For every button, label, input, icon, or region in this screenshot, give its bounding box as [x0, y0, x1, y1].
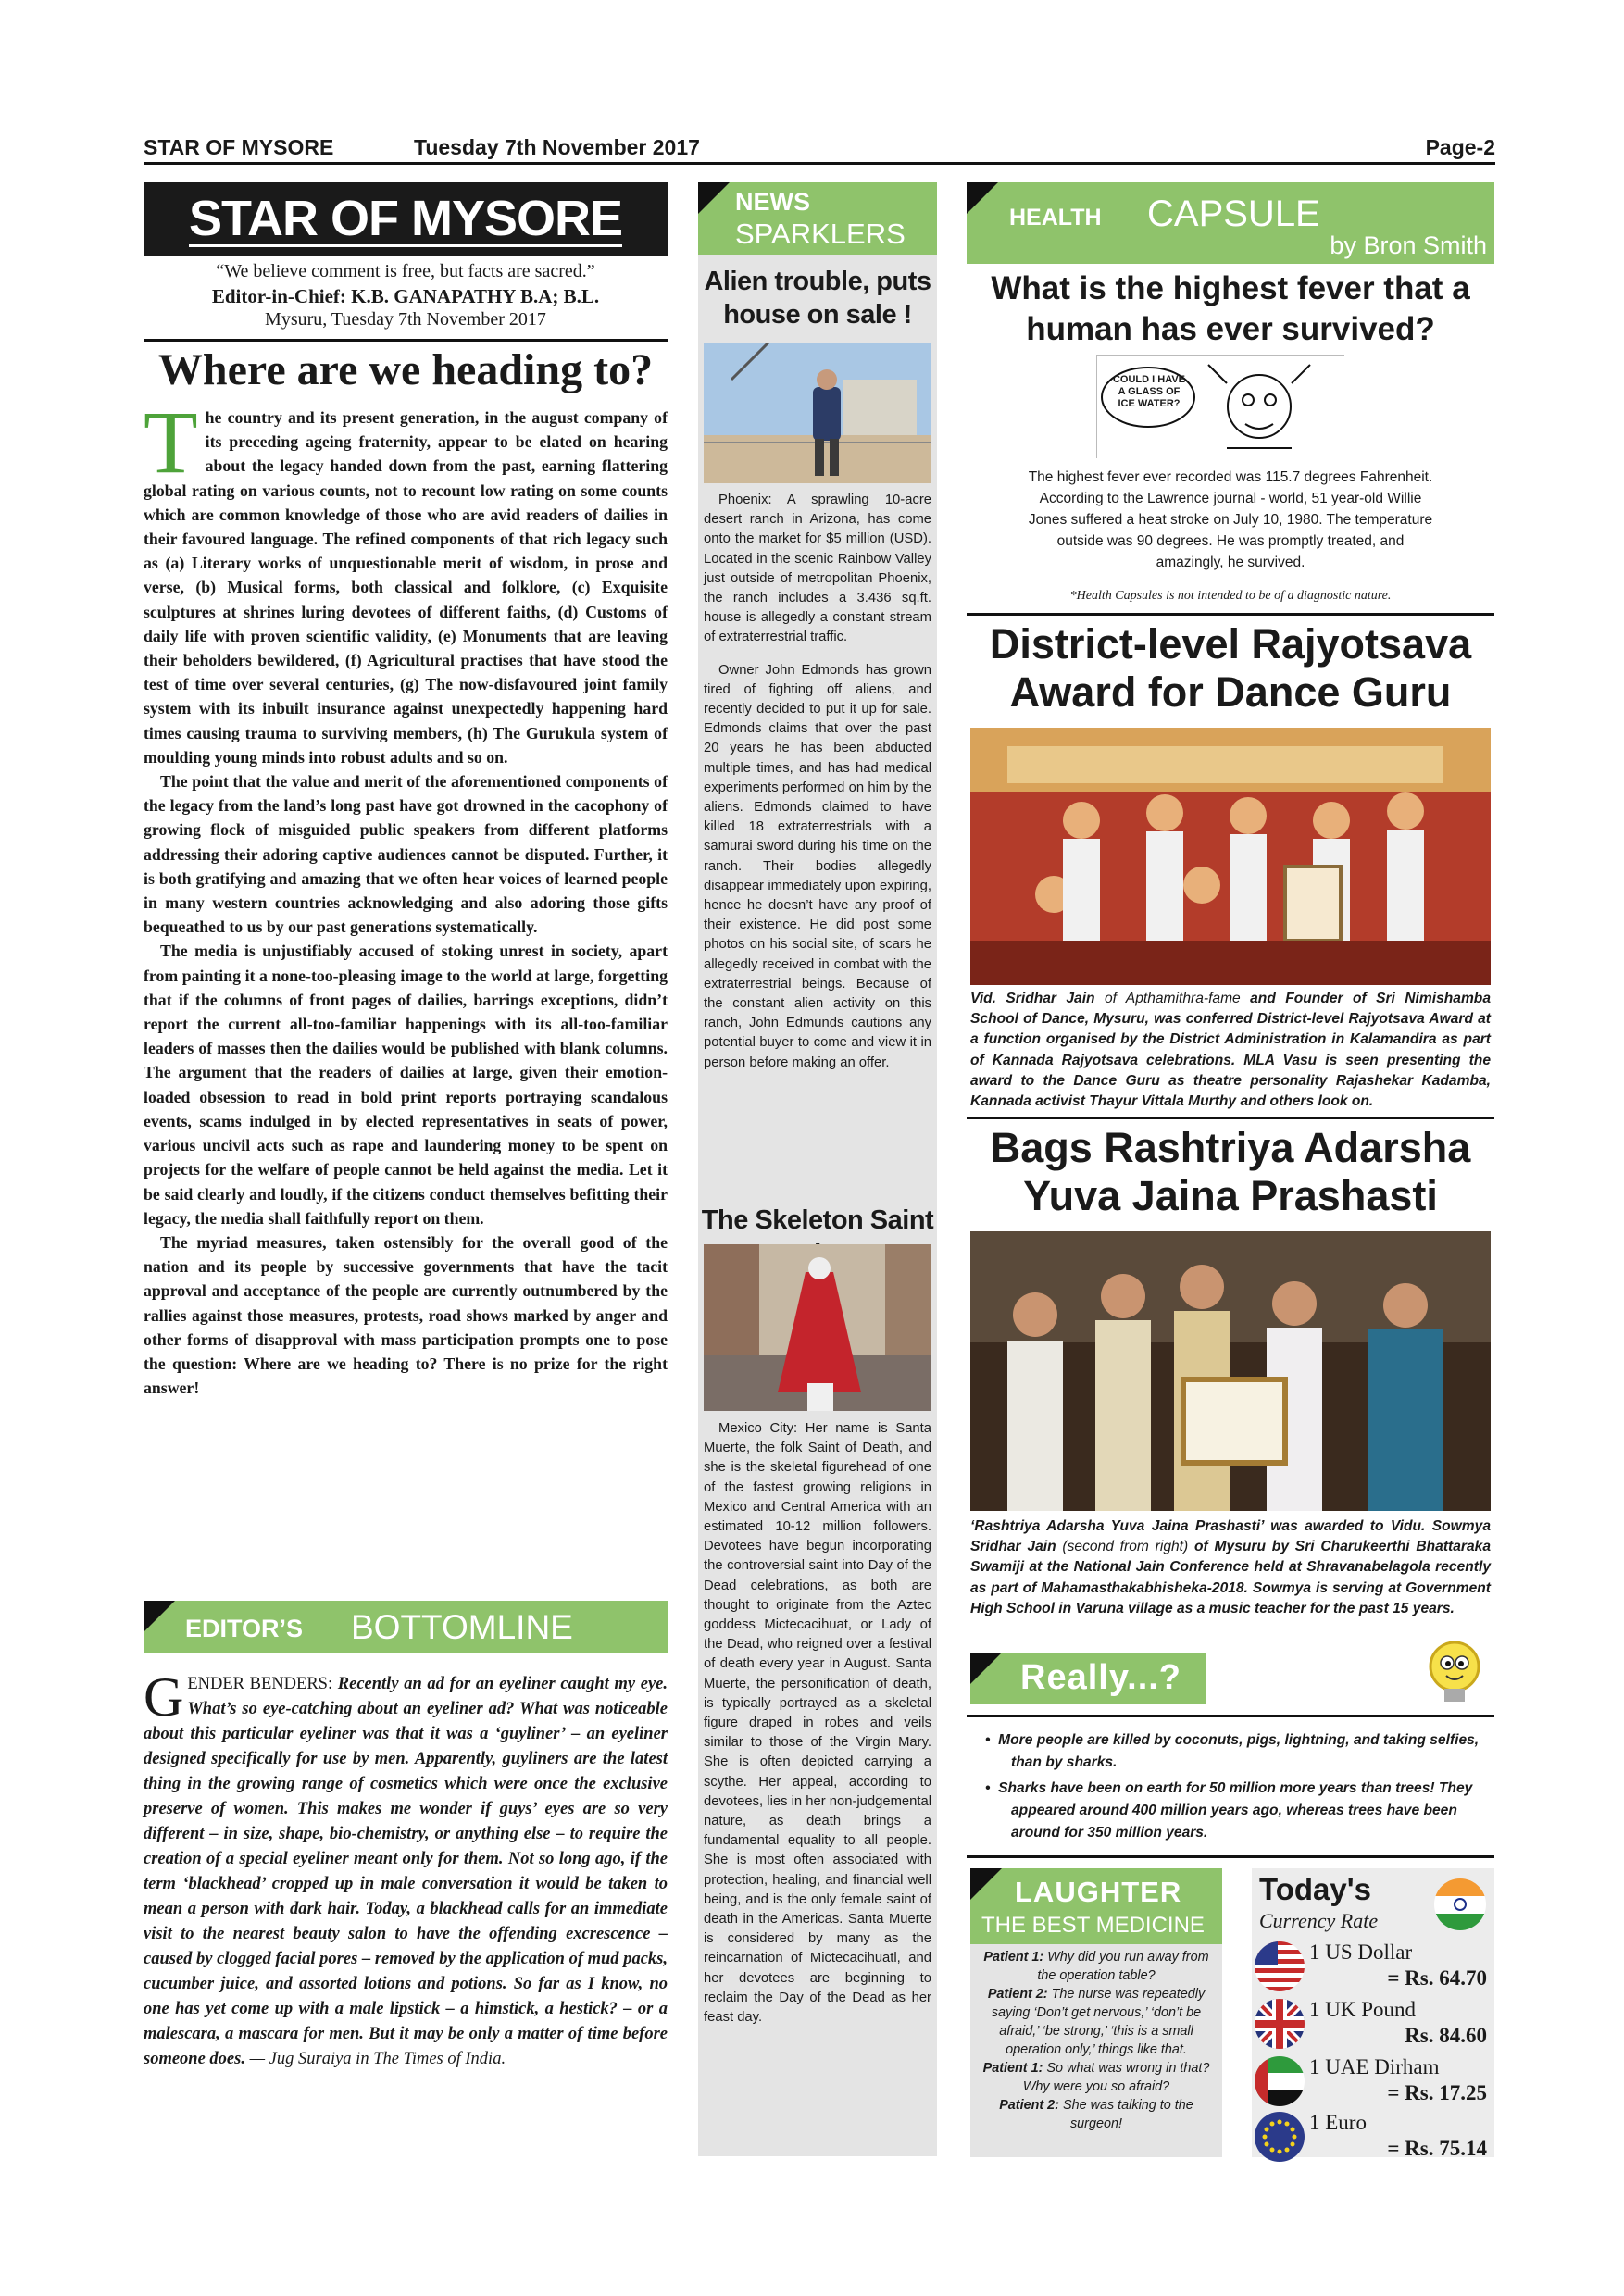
laughter-banner	[970, 1868, 1222, 1944]
currency-name: 1 US Dollar	[1309, 1940, 1413, 1964]
health-banner	[967, 182, 1494, 264]
india-flag-icon	[1433, 1878, 1487, 1931]
laughter-speaker: Patient 2:	[987, 1987, 1048, 2002]
photo-skeleton-saint	[704, 1244, 931, 1411]
award2-caption	[970, 1516, 1491, 1619]
uk-flag-icon	[1254, 1998, 1305, 2050]
laughter-line	[978, 2096, 1215, 2133]
masthead-dateline: Mysuru, Tuesday 7th November 2017	[265, 309, 546, 330]
really-label: Really...?	[1020, 1658, 1182, 1697]
currency-subtitle: Currency Rate	[1259, 1909, 1379, 1932]
award1-caption-rest: and Founder of Sri Nimishamba School of Dance, Mysuru, was conferred District-level Rajyotsava Award at a function organised by the District Administration in Kalamandira as part of Kannada Rajyotsava celebrations. MLA Vasu is seen presenting the award to the Dance Guru as theatre personality Rajashekar Kadamba, Kannada activist Thayur Vittala Murthy and others look on.	[970, 991, 1492, 1110]
laughter-speaker: Patient 1:	[983, 1950, 1044, 1965]
award2-headline: Bags Rashtriya Adarsha Yuva Jaina Prashasti	[990, 1124, 1471, 1219]
currency-value: = Rs. 17.25	[1387, 2081, 1487, 2104]
sparklers-story-2	[704, 1419, 931, 2028]
laughter-label-top: LAUGHTER	[1015, 1876, 1182, 1908]
award1-headline: District-level Rajyotsava Award for Dance Guru	[989, 620, 1472, 716]
banner-corner	[970, 1868, 1002, 1900]
editorial-paragraph-2: The point that the value and merit of the aforementioned components of the legacy from the land’s long past have got drowned in the cacophony of growing flock of misguided public speakers from different platforms addressing their adoring captive audiences cannot be disputed. Further, it is both gratifying and amazing that we often hear voices of learned people in many western countries acknowledging and also adoring those gifts bequeathed to us by our past generations systematically.	[144, 772, 668, 937]
bottomline-dropcap: G	[144, 1666, 184, 1728]
health-rule	[967, 613, 1494, 616]
award1-caption-fame: Apthamithra-fame	[1125, 991, 1241, 1006]
currency-title: Today's	[1259, 1872, 1371, 1906]
currency-value: Rs. 84.60	[1405, 2024, 1487, 2047]
laughter-speaker: Patient 2:	[999, 2098, 1059, 2113]
laughter-dialogue	[978, 1948, 1215, 2133]
eu-flag-icon	[1254, 2111, 1305, 2163]
currency-row-eur	[1252, 2111, 1494, 2166]
laughter-text: Why did you run away from the operation table?	[1037, 1950, 1209, 1983]
bullet-icon: •	[985, 1732, 999, 1748]
currency-name: 1 UK Pound	[1309, 1998, 1417, 2021]
banner-corner	[970, 1653, 1002, 1684]
sparklers-story-1-p2: Owner John Edmonds has grown tired of fighting off aliens, and recently decided to put it up for sale. Edmonds claims that over the past 20 years he has been abducted multiple times, and has had medical experiments performed on him by the aliens. Edmonds claimed to have killed 18 extraterrestrials with a samurai sword during his time on the ranch. Their bodies allegedly disappear immediately upon expiring, hence he doesn’t have any proof of their existence. He did post some photos on his social site, of scars he allegedly received in combat with the extraterrestrial beings. Because of the constant alien activity on this ranch, John Edmunds cautions any potential buyer to come and view it in person before making an offer.	[704, 662, 931, 1070]
masthead-editor: Editor-in-Chief: K.B. GANAPATHY B.A; B.L.	[211, 285, 600, 307]
currency-value: = Rs. 64.70	[1387, 1966, 1487, 1990]
sparklers-banner	[698, 182, 937, 255]
award1-caption-of: of	[1094, 991, 1126, 1006]
bullet-icon: •	[985, 1780, 999, 1796]
header-date: Tuesday 7th November 2017	[414, 135, 700, 159]
laughter-line	[978, 1948, 1215, 1985]
photo-ranch-owner-art	[704, 343, 931, 483]
currency-row-aed	[1252, 2053, 1494, 2109]
uae-flag-icon	[1254, 2055, 1305, 2107]
award2-caption-c: of Mysuru by Sri Charukeerthi Bhattaraka Swamiji at the National Jain Conference held at Shravanabelagola recently as part of Mahamasthakabhisheka-2018. Sowmya is serving at Government High School in Varuna village as a music teacher for the past 15 years.	[970, 1539, 1491, 1616]
bottomline-banner	[144, 1601, 668, 1653]
page-header	[144, 133, 1495, 165]
bottomline-label-light: BOTTOMLINE	[351, 1608, 573, 1646]
editorial-paragraph-1: he country and its present generation, in the august company of its preceding ageing fraternity, appear to be elated on hearing about the legacy handed down from the past, earning flattering global rating on various counts, not to recount low rating on some counts which are common knowledge of those who are avid readers of dailies in their favoured language. The refined components of that rich legacy such as (a) Literary works of unquestionable merit of wisdom, in prose and verse, (b) Musical forms, both classical and folklore, (c) Exquisite sculptures at shrines luring devotees of different faiths, (d) Customs of daily life with proven scientific validity, (e) Monuments that are leaving their beholders bewildered, (f) Agricultural practises that have stood the test of time over several centuries, (g) The now-disfavoured joint family system with its inbuilt insurance against unexpectedly happening hard times causing trauma to surviving members, (h) The Gurukula system of moulding young minds into robust adults and so on.	[144, 408, 668, 767]
currency-name: 1 UAE Dirham	[1309, 2055, 1440, 2078]
really-list	[972, 1729, 1494, 1844]
photo-rajyotsava-award-art	[970, 728, 1491, 985]
laughter-line	[978, 2059, 1215, 2096]
sparklers-label-bottom: SPARKLERS	[735, 218, 906, 250]
photo-jaina-prashasti-art	[970, 1231, 1491, 1511]
sparklers-label-top: NEWS	[735, 188, 810, 216]
masthead-banner	[144, 182, 668, 256]
really-top-rule	[967, 1715, 1494, 1717]
award1-caption-name: Vid. Sridhar Jain	[970, 991, 1095, 1006]
bottomline-lead: ENDER BENDERS:	[187, 1675, 333, 1693]
photo-jaina-prashasti	[970, 1231, 1491, 1511]
health-question: What is the highest fever that a human has ever survived?	[991, 270, 1470, 347]
award2-caption-a: ‘Rashtriya Adarsha Yuva Jaina Prashasti’ was awarded to Vidu. Sowmya Sridhar Jain	[970, 1518, 1491, 1555]
bottomline-body	[144, 1666, 668, 2072]
health-byline: by Bron Smith	[1330, 231, 1487, 259]
award2-caption-b: (second from right)	[1062, 1539, 1189, 1555]
editorial-paragraph	[144, 393, 668, 769]
health-label-light: CAPSULE	[1147, 193, 1320, 234]
really-banner	[970, 1653, 1206, 1704]
health-answer: The highest fever ever recorded was 115.7 degrees Fahrenheit. According to the Lawrence journal - world, 51 year-old Willie Jones suffered a heat stroke on July 10, 1980. The temperature outside was 90 degrees. He was promptly treated, and amazingly, he survived.	[1028, 469, 1433, 570]
laughter-line	[978, 1985, 1215, 2059]
laughter-text: So what was wrong in that? Why were you so afraid?	[1022, 2061, 1210, 2094]
currency-row-usd	[1252, 1939, 1494, 1994]
really-item	[972, 1729, 1494, 1774]
masthead-title: STAR OF MYSORE	[188, 190, 623, 246]
editorial-headline: Where are we heading to?	[157, 345, 654, 394]
banner-corner	[698, 182, 730, 214]
bulb-icon-art	[1422, 1637, 1487, 1713]
header-page-number: Page-2	[1425, 135, 1495, 159]
masthead-rule	[144, 339, 668, 342]
currency-name: 1 Euro	[1309, 2111, 1367, 2134]
us-flag-icon	[1254, 1940, 1305, 1992]
bottomline-credit: — Jug Suraiya in The Times of India.	[244, 2050, 506, 2068]
sparklers-story-1-p1: Phoenix: A sprawling 10-acre desert ranch in Arizona, has come onto the market for $5 million (USD). Located in the scenic Rainbow Valley just outside of metropolitan Phoenix, the ranch includes a 3.436 sq.ft. house is allegedly a constant stream of extraterrestrial traffic.	[704, 493, 931, 645]
currency-row-gbp	[1252, 1996, 1494, 2052]
laughter-text: The nurse was repeatedly saying ‘Don’t get nervous,’ ‘don’t be afraid,’ ‘be strong,’ ‘this is a small operation only,’ things like that.	[991, 1987, 1206, 2057]
health-disclaimer: *Health Capsules is not intended to be of a diagnostic nature.	[1069, 589, 1392, 603]
health-label-bold: HEALTH	[1009, 205, 1102, 231]
laughter-text: She was talking to the surgeon!	[1058, 2098, 1193, 2131]
really-bulb-icon	[1422, 1637, 1487, 1713]
photo-rajyotsava-award	[970, 728, 1491, 985]
editorial-body	[144, 393, 668, 1400]
editorial-paragraph-4: The myriad measures, taken ostensibly for the overall good of the nation and its people by successive governments that have the tacit approval and acceptance of the people are currently outnumbered by the rallies against those measures, protests, road shows marked by anger and other forms of disapproval with mass participation prompts one to pose the question: Where are we heading to? There is no prize for the right answer!	[144, 1232, 668, 1398]
currency-value: = Rs. 75.14	[1387, 2137, 1487, 2160]
sparklers-story-2-p1: Mexico City: Her name is Santa Muerte, the folk Saint of Death, and she is the skeletal figurehead of one of the fastest growing religions in Mexico and Central America with an estimated 10-12 million followers. Devotees have begun incorporating the controversial saint into Day of the Dead celebrations, as both are thought to originate from the Aztec goddess Mictecacihuat, or Lady of the Dead, who reigned over a festival of death every year in August. Santa Muerte, the personification of death, is typically portrayed as a skeletal figure draped in robes and veils similar to those of the Virgin Mary. She is often depicted carrying a scythe. Her appeal, according to devotees, lies in her non-judgemental nature, as death brings a fundamental equality to all people. She is most often associated with protection, healing, and financial well being, and is the only female saint of death in the Americas. Santa Muerte is considered by many as the reincarnation of Mictecacihuatl, and her devotees are beginning to reclaim the Day of the Dead as her feast day.	[704, 1421, 931, 2026]
photo-skeleton-saint-art	[704, 1244, 931, 1411]
health-cartoon	[1096, 355, 1344, 458]
sparklers-story-1	[704, 491, 931, 1073]
really-item-text: More people are killed by coconuts, pigs, lightning, and taking selfies, than by sharks.	[998, 1732, 1480, 1770]
laughter-label-bottom: THE BEST MEDICINE	[981, 1913, 1205, 1938]
really-bottom-rule	[967, 1855, 1494, 1858]
photo-ranch-owner	[704, 343, 931, 483]
really-item	[972, 1778, 1494, 1844]
really-item-text: Sharks have been on earth for 50 million more years than trees! They appeared around 400 million years ago, whereas trees have been around for 350 million years.	[998, 1780, 1473, 1841]
editorial-paragraph-3: The media is unjustifiably accused of stoking unrest in society, apart from painting it a none-too-pleasing image to the world at large, forgetting that if the columns of front pages of dailies, barrings exceptions, didn’t report the current all-too-familiar happenings with its all-too-familiar leaders of masses then the dailies would be published with blank columns. The argument that the readers of dailies at large, given their emotion-loaded obsession to read in bold print reports portraying scandalous events, scams indulged in by elected representatives in seats of power, various uncivil acts such as rape and laundering money to be spent on projects for the welfare of people cannot be held against the media. Let it be said clearly and loudly, if the citizens conduct themselves befitting their legacy, the media shall faithfully report on them.	[144, 942, 668, 1228]
editorial-dropcap: T	[144, 393, 198, 492]
laughter-speaker: Patient 1:	[982, 2061, 1043, 2076]
bottomline-label-bold: EDITOR’S	[185, 1615, 304, 1642]
banner-corner	[144, 1601, 175, 1632]
bottomline-text: Recently an ad for an eyeliner caught my eye. What’s so eye-catching about an eyeliner ad? What was noticeable about this particular eyeliner was that it was a ‘guyliner’ – an eyeliner designed specifically for use by men. Apparently, guyliners are the latest thing in the growing range of cosmetics which were once the exclusive preserve of women. This makes me wonder if guys’ eyes are so very different – in size, shape, bio-chemistry, or anything else – to require the creation of a special eyeliner meant only for them. Not so long ago, if the term ‘blackhead’ cropped up in male conversation it would be taken to mean a person with dark hair. Today, a blackhead calls for an immediate visit to the nearest beauty salon to have the offending excrescence – caused by clogged facial pores – removed by the application of mud packs, cucumber juice, and assorted lotions and potions. So far as I know, no one has yet come up with a male lipstick – a himstick, a hestick? – or a malescara, a mascara for men. But it may be only a matter of time before someone does.	[144, 1675, 668, 2068]
sparklers-headline-1: Alien trouble, puts house on sale !	[704, 267, 931, 330]
cartoon-speech: COULD I HAVE A GLASS OF ICE WATER?	[1112, 374, 1186, 409]
award1-rule	[967, 1117, 1494, 1119]
sparklers-headline-2: The Skeleton Saint	[701, 1205, 934, 1235]
header-paper-name: STAR OF MYSORE	[144, 135, 334, 159]
masthead-motto: “We believe comment is free, but facts are sacred.”	[216, 261, 595, 281]
award1-caption	[970, 989, 1491, 1112]
banner-corner	[967, 182, 998, 214]
